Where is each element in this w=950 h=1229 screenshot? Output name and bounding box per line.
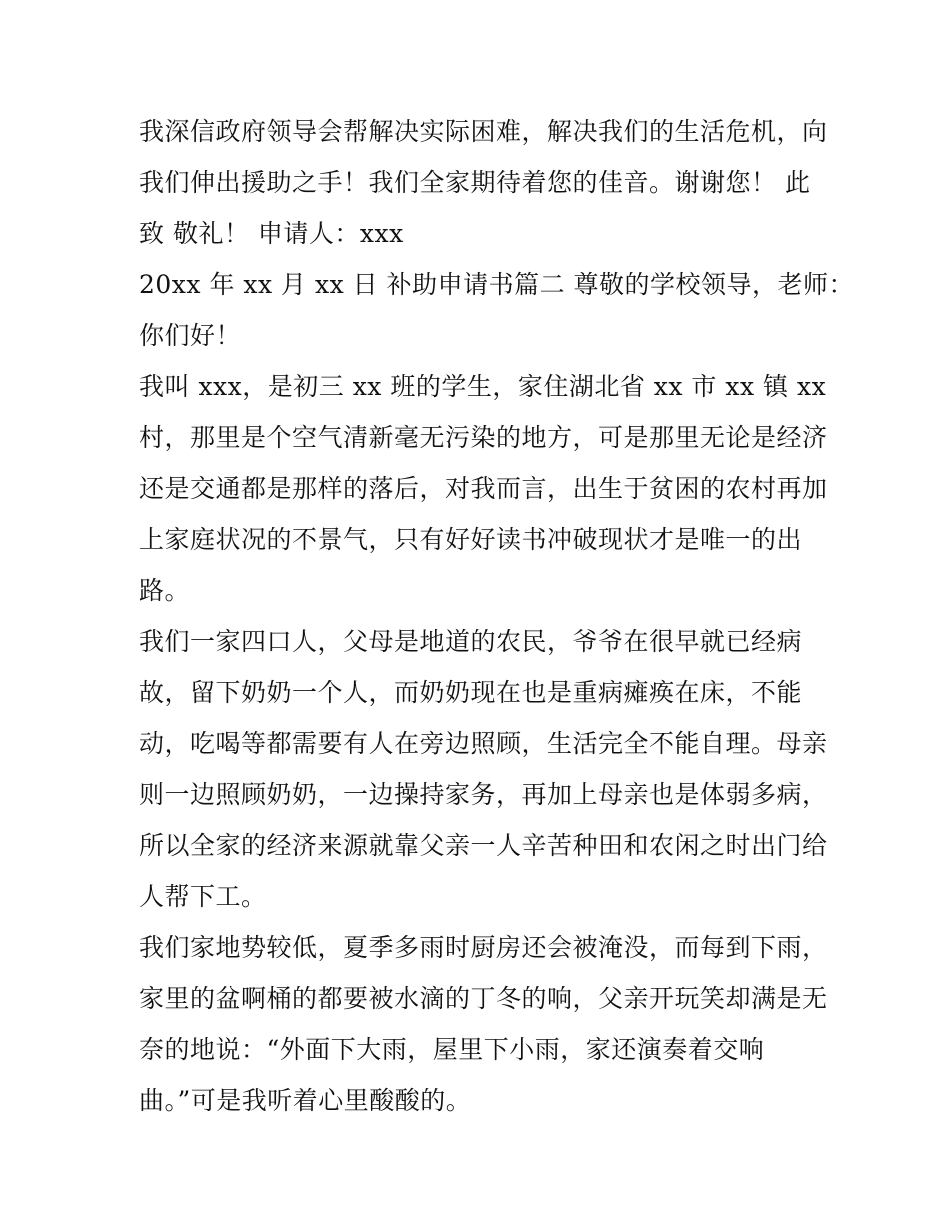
text-line: 我深信政府领导会帮解决实际困难，解决我们的生活危机，向 [139,117,828,146]
text-line: 曲。”可是我听着心里酸酸的。 [139,1086,472,1115]
text-line: 上家庭状况的不景气，只有好好读书冲破现状才是唯一的出 [139,525,803,554]
text-line: 人帮下工。 [139,882,267,911]
text-line: 路。 [139,576,191,605]
text-line: 你们好！ [139,321,242,350]
text-line: 动，吃喝等都需要有人在旁边照顾，生活完全不能自理。母亲 [139,729,828,758]
text-line: 我叫 xxx，是初三 xx 班的学生，家住湖北省 xx 市 xx 镇 xx [139,372,827,401]
text-line: 20xx 年 xx 月 xx 日 补助申请书篇二 尊敬的学校领导，老师： [139,270,855,299]
text-line: 我们伸出援助之手！我们全家期待着您的佳音。谢谢您！ 此 [139,168,811,197]
text-line: 村，那里是个空气清新毫无污染的地方，可是那里无论是经济 [139,423,828,452]
text-line: 还是交通都是那样的落后，对我而言，出生于贫困的农村再加 [139,474,828,503]
text-line: 则一边照顾奶奶，一边操持家务，再加上母亲也是体弱多病， [139,780,828,809]
text-line: 我们一家四口人，父母是地道的农民，爷爷在很早就已经病 [139,627,803,656]
text-line: 致 敬礼！ 申请人：xxx [139,219,404,248]
text-line: 家里的盆啊桶的都要被水滴的丁冬的响，父亲开玩笑却满是无 [139,984,828,1013]
document-body [139,106,855,1126]
text-line: 我们家地势较低，夏季多雨时厨房还会被淹没，而每到下雨， [139,933,828,962]
text-line: 所以全家的经济来源就靠父亲一人辛苦种田和农闲之时出门给 [139,831,828,860]
text-line: 故，留下奶奶一个人，而奶奶现在也是重病瘫痪在床，不能 [139,678,803,707]
text-line: 奈的地说：“外面下大雨，屋里下小雨，家还演奏着交响 [139,1035,765,1064]
